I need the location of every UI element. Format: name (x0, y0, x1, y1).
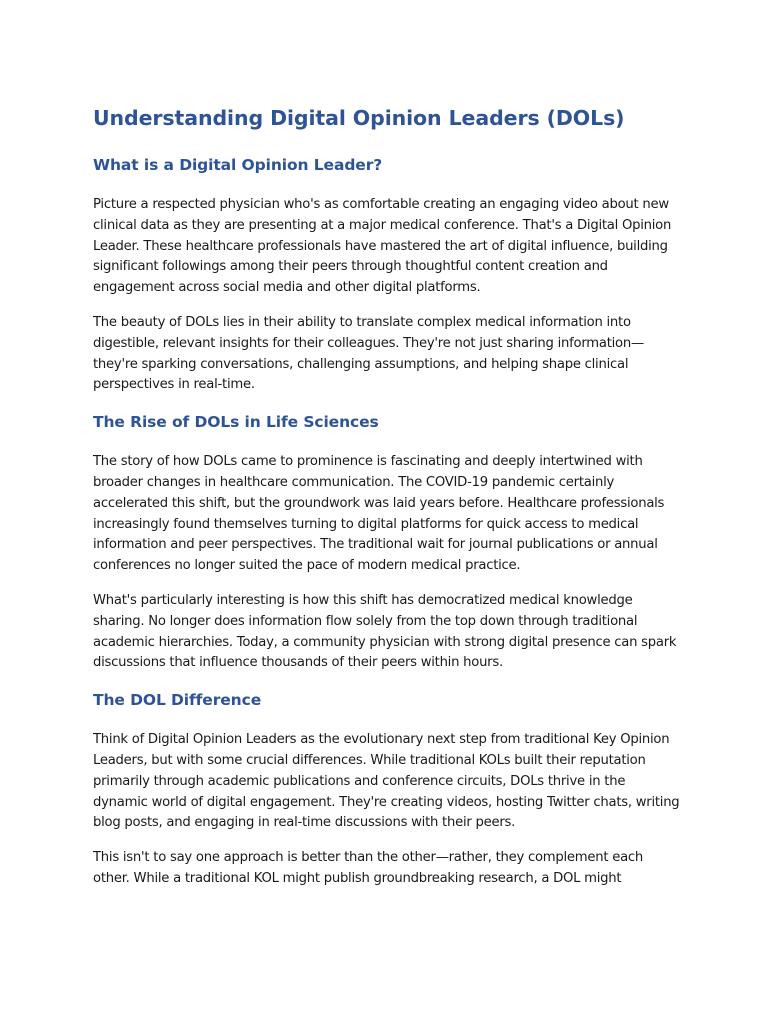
paragraph: This isn't to say one approach is better than the other—rather, they complement each other. While a traditional KOL might publish groundbreaking research, a DOL might (93, 850, 644, 886)
paragraph: The beauty of DOLs lies in their ability to translate complex medical information into digestible, relevant insights for their colleagues. They're not just sharing information—they're sparking conversations, challenging assumptions, and helping shape clinical perspectives in real-time. (93, 314, 644, 393)
document-page (93, 104, 683, 904)
document-title: Understanding Digital Opinion Leaders (DOLs) (93, 106, 625, 130)
paragraph: Picture a respected physician who's as comfortable creating an engaging video about new clinical data as they are presenting at a major medical conference. That's a Digital Opinion Leader. These healthcare professionals have mastered the art of digital influence, building significant followings among their peers through thoughtful content creation and engagement across social media and other digital platforms. (93, 197, 672, 296)
section-heading-what-is-dol: What is a Digital Opinion Leader? (93, 156, 383, 174)
section-heading-dol-difference: The DOL Difference (93, 691, 262, 710)
paragraph: What's particularly interesting is how this shift has democratized medical knowledge sharing. No longer does information flow solely from the top down through traditional academic hierarchies. Today, a community physician with strong digital presence can spark discussions that influence thousands of their peers within hours. (93, 592, 677, 671)
section-heading-rise-of-dols: The Rise of DOLs in Life Sciences (93, 413, 379, 432)
paragraph: The story of how DOLs came to prominence is fascinating and deeply intertwined with broader changes in healthcare communication. The COVID-19 pandemic certainly accelerated this shift, but the groundwork was laid years before. Healthcare professionals increasingly found themselves turning to digital platforms for quick access to medical information and peer perspectives. The traditional wait for journal publications or annual conferences no longer suited the pace of modern medical practice. (93, 454, 665, 574)
paragraph: Think of Digital Opinion Leaders as the evolutionary next step from traditional Key Opinion Leaders, but with some crucial differences. While traditional KOLs built their reputation primarily through academic publications and conference circuits, DOLs thrive in the dynamic world of digital engagement. They're creating videos, hosting Twitter chats, writing blog posts, and engaging in real-time discussions with their peers. (93, 732, 680, 831)
